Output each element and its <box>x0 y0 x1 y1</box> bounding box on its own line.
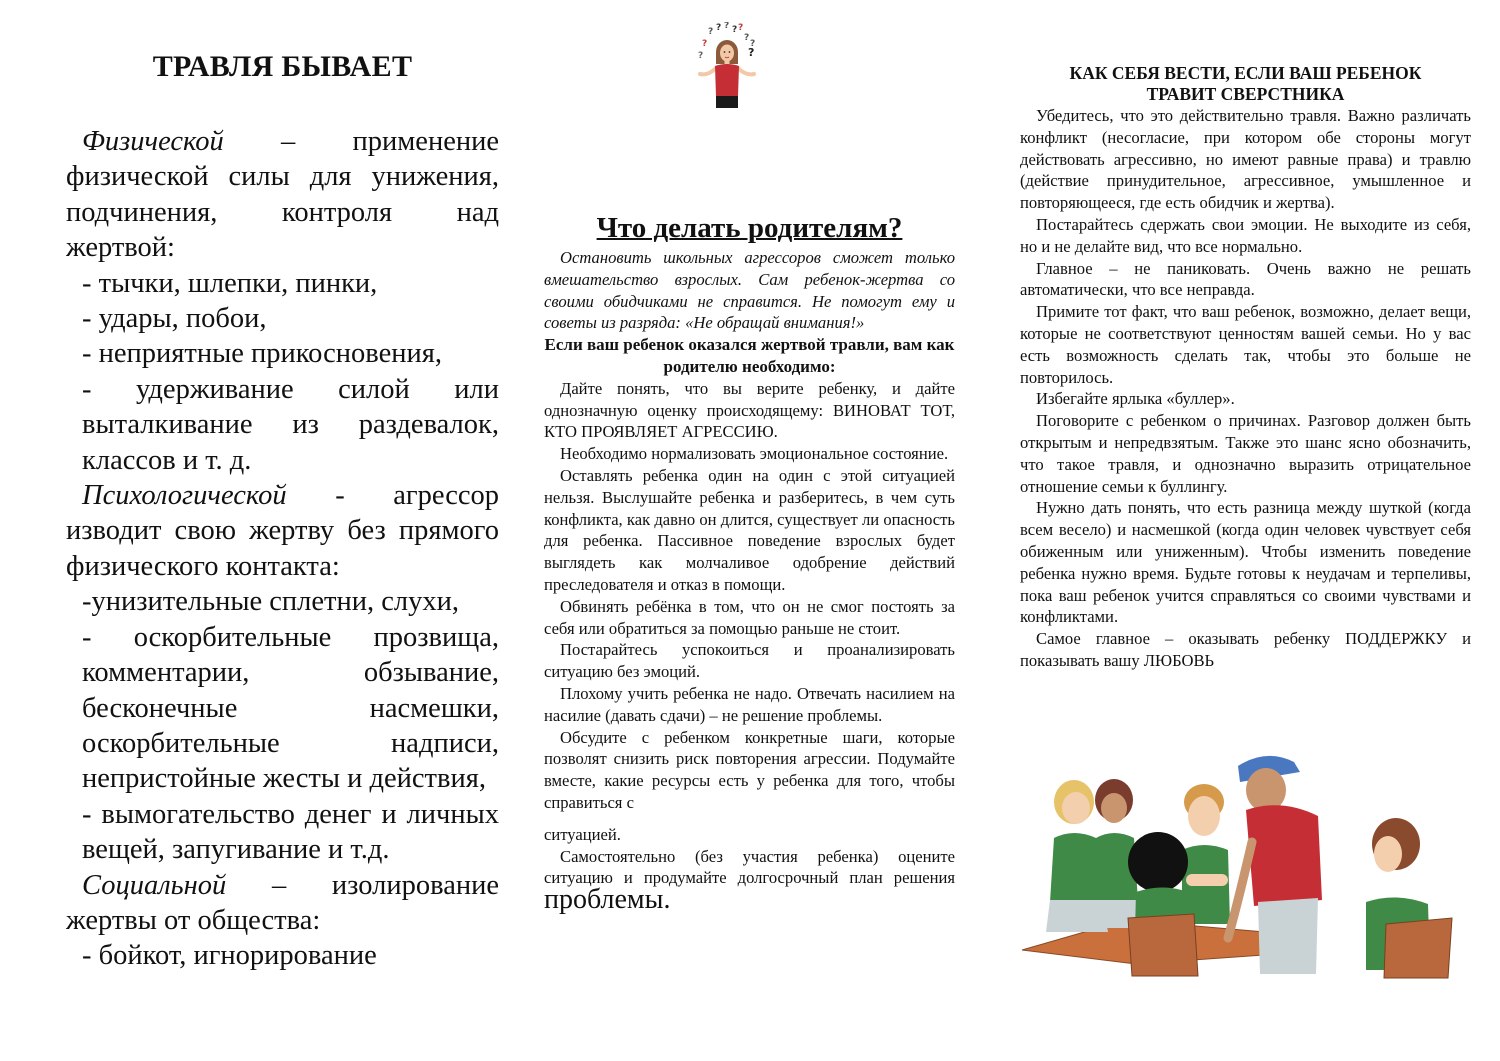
paragraph: Постарайтесь успокоиться и проанализировать ситуацию без эмоций. <box>544 640 955 682</box>
middle-title: Что делать родителям? <box>596 212 903 244</box>
social-term: Социальной <box>82 869 227 901</box>
svg-text:?: ? <box>732 25 738 35</box>
paragraph: Самое главное – оказывать ребенку ПОДДЕРЖКУ и показывать вашу ЛЮБОВЬ <box>1020 629 1471 670</box>
physical-term: Физической <box>82 126 224 157</box>
list-item: - неприятные прикосновения, <box>82 338 442 370</box>
physical-definition <box>66 124 499 266</box>
list-item: - тычки, шлепки, пинки, <box>82 267 378 299</box>
paragraph: Поговорите с ребенком о причинах. Разговор должен быть открытым и непредвзятым. Также это шанс ясно обозначить, что такое травля, и однозначно выразить отрицательное отношение семьи к буллингу. <box>1020 411 1471 496</box>
middle-intro: Остановить школьных агрессоров сможет только вмешательство взрослых. Сам ребенок-жертва со своими обидчиками не справится. Не помогут ему и советы из разряда: «Не обращай внимания!» <box>544 248 955 333</box>
list-item: - оскорбительные прозвища, комментарии, обзывание, бесконечные насмешки, оскорбительные надписи, непристойные жесты и действия, <box>82 621 499 795</box>
svg-text:?: ? <box>724 22 730 31</box>
svg-text:?: ? <box>744 33 750 43</box>
paragraph: Нужно дать понять, что есть разница между шуткой (когда всем весело) и насмешкой (когда один человек чувствует себя обиженным или униженным). Чтобы изменить поведение ребенка нужно время. Будьте готовы к неудачам и терпеливы, пока ваш ребенок учится справляться со своими чувствами и конфликтами. <box>1020 498 1471 627</box>
svg-text:?: ? <box>698 51 704 61</box>
middle-subheading: Если ваш ребенок оказался жертвой травли, вам как родителю необходимо: <box>544 335 955 376</box>
paragraph-continuation: ситуацией. <box>544 824 621 844</box>
paragraph: Постарайтесь сдержать свои эмоции. Не выходите из себя, но и не делайте вид, что все нормально. <box>1020 214 1471 256</box>
svg-text:?: ? <box>702 39 708 49</box>
paragraph: Избегайте ярлыка «буллер». <box>1036 389 1235 409</box>
paragraph: Убедитесь, что это действительно травля. Важно различать конфликт (несогласие, при котором обе стороны могут действовать агрессивно, но имеют равные права) и травлю (действие принудительное, агрессивное, умышленное и повторяющееся, где есть обидчик и жертва). <box>1020 106 1471 213</box>
psych-term: Психологической <box>82 480 287 512</box>
social-desc: – изолирование жертвы от общества: <box>66 869 499 936</box>
svg-text:?: ? <box>750 39 756 49</box>
list-item: - вымогательство денег и личных вещей, запугивание и т.д. <box>82 798 499 866</box>
list-item: - удерживание силой или выталкивание из раздевалок, классов и т. д. <box>82 373 499 476</box>
psych-desc: - агрессор изводит свою жертву без прямого физического контакта: <box>66 480 499 582</box>
right-column <box>1020 63 1471 727</box>
middle-column <box>544 212 955 1061</box>
woman-confused-icon <box>694 22 760 112</box>
woman-question-illustration <box>694 22 760 112</box>
svg-text:?: ? <box>748 46 755 59</box>
paragraph: Плохому учить ребенка не надо. Отвечать насилием на насилие (давать сдачи) – не решение проблемы. <box>544 683 955 725</box>
social-definition <box>66 868 499 939</box>
last-paragraph-start: Самостоятельно (без участия ребенка) оцените ситуацию и продумайте долгосрочный план решения <box>544 846 955 888</box>
svg-text:?: ? <box>738 23 744 33</box>
children-bullying-illustration <box>1016 742 1472 980</box>
svg-text:?: ? <box>708 27 714 37</box>
paragraph: Примите тот факт, что ваш ребенок, возможно, делает вещи, которые не соответствуют ценностям вашей семьи. Но у вас есть возможность сделать так, чтобы это больше не повторилось. <box>1020 302 1471 387</box>
last-paragraph-end: проблемы. <box>544 884 671 916</box>
paragraph: Обвинять ребёнка в том, что он не смог постоять за себя или обратиться за помощью раньше не стоит. <box>544 596 955 638</box>
left-column <box>66 50 499 1061</box>
psych-definition <box>66 478 499 584</box>
list-item: -унизительные сплетни, слухи, <box>82 586 459 618</box>
children-scene-icon <box>1016 742 1472 980</box>
paragraph: Главное – не паниковать. Очень важно не решать автоматически, что все неправда. <box>1020 258 1471 300</box>
paragraph: Необходимо нормализовать эмоциональное состояние. <box>560 444 949 464</box>
list-item: - бойкот, игнорирование <box>82 940 377 972</box>
right-title-line-1: КАК СЕБЯ ВЕСТИ, ЕСЛИ ВАШ РЕБЕНОК <box>1069 63 1422 83</box>
left-title: ТРАВЛЯ БЫВАЕТ <box>152 50 413 83</box>
right-title-line-2: ТРАВИТ СВЕРСТНИКА <box>1146 84 1345 104</box>
physical-desc: – применение физической силы для унижения, подчинения, контроля над жертвой: <box>66 126 499 264</box>
paragraph: Обсудите с ребенком конкретные шаги, которые позволят снизить риск повторения агрессии. Подумайте вместе, какие ресурсы есть у ребенка для того, чтобы справиться с <box>544 727 955 812</box>
svg-text:?: ? <box>716 23 722 33</box>
paragraph <box>544 846 955 914</box>
paragraph: Оставлять ребенка один на один с этой ситуацией нельзя. Выслушайте ребенка и разберитесь, в чем суть конфликта, как давно он длится, существует ли опасность для ребенка. Пассивное поведение взрослых будет выглядеть как молчаливое одобрение действий преследователя и отказ в помощи. <box>544 465 955 594</box>
list-item: - удары, побои, <box>82 303 267 335</box>
paragraph: Дайте понять, что вы верите ребенку, и дайте однозначную оценку происходящему: ВИНОВАТ ТОТ, КТО ПРОЯВЛЯЕТ АГРЕССИЮ. <box>544 378 955 442</box>
